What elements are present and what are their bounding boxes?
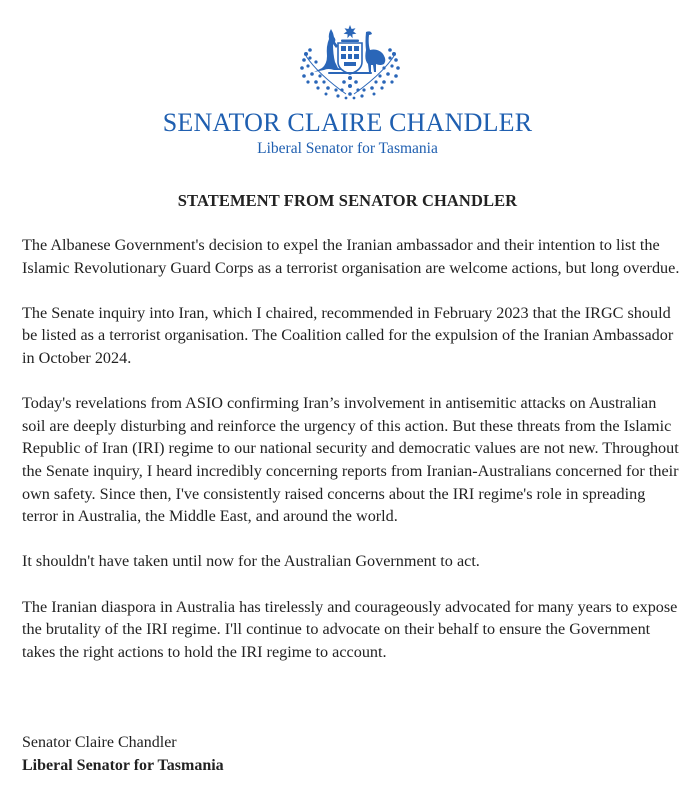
statement-title: STATEMENT FROM SENATOR CHANDLER <box>177 191 518 210</box>
statement-paragraph: The Albanese Government's decision to expel the Iranian ambassador and their intention to list the Islamic Revolutionary Guard Corps as a terrorist organisation are welcome actions, but long overdue. <box>22 236 680 277</box>
signature-block <box>22 731 224 777</box>
statement-paragraph: The Iranian diaspora in Australia has tirelessly and courageously advocated for many years to expose the brutality of the IRI regime. I'll continue to advocate on their behalf to ensure the Government takes the right actions to hold the IRI regime to account. <box>22 597 678 661</box>
signature-role: Liberal Senator for Tasmania <box>22 757 224 774</box>
senator-name-heading: SENATOR CLAIRE CHANDLER <box>162 108 533 137</box>
statement-paragraph: The Senate inquiry into Iran, which I chaired, recommended in February 2023 that the IRGC should be listed as a terrorist organisation. The Coalition called for the expulsion of the Iranian Ambassador in October 2024. <box>22 303 674 367</box>
statement-paragraph: Today's revelations from ASIO confirming Iran’s involvement in antisemitic attacks on Australian soil are deeply disturbing and reinforce the urgency of this action. But these threats from the Islamic Republic of Iran (IRI) regime to our national security and democratic values are not new. Throughout the Senate inquiry, I heard incredibly concerning reports from Iranian-Australians concerned for their own safety. Since then, I've consistently raised concerns about the IRI regime's role in spreading terror in Australia, the Middle East, and around the world. <box>22 394 679 526</box>
statement-paragraph: It shouldn't have taken until now for the Australian Government to act. <box>22 552 480 571</box>
statement-body <box>22 234 682 686</box>
coat-of-arms-icon <box>298 24 402 100</box>
commonwealth-star-icon <box>344 25 357 38</box>
emu-icon <box>365 31 385 72</box>
senator-role-subheading: Liberal Senator for Tasmania <box>257 140 438 157</box>
signature-name: Senator Claire Chandler <box>22 734 177 751</box>
